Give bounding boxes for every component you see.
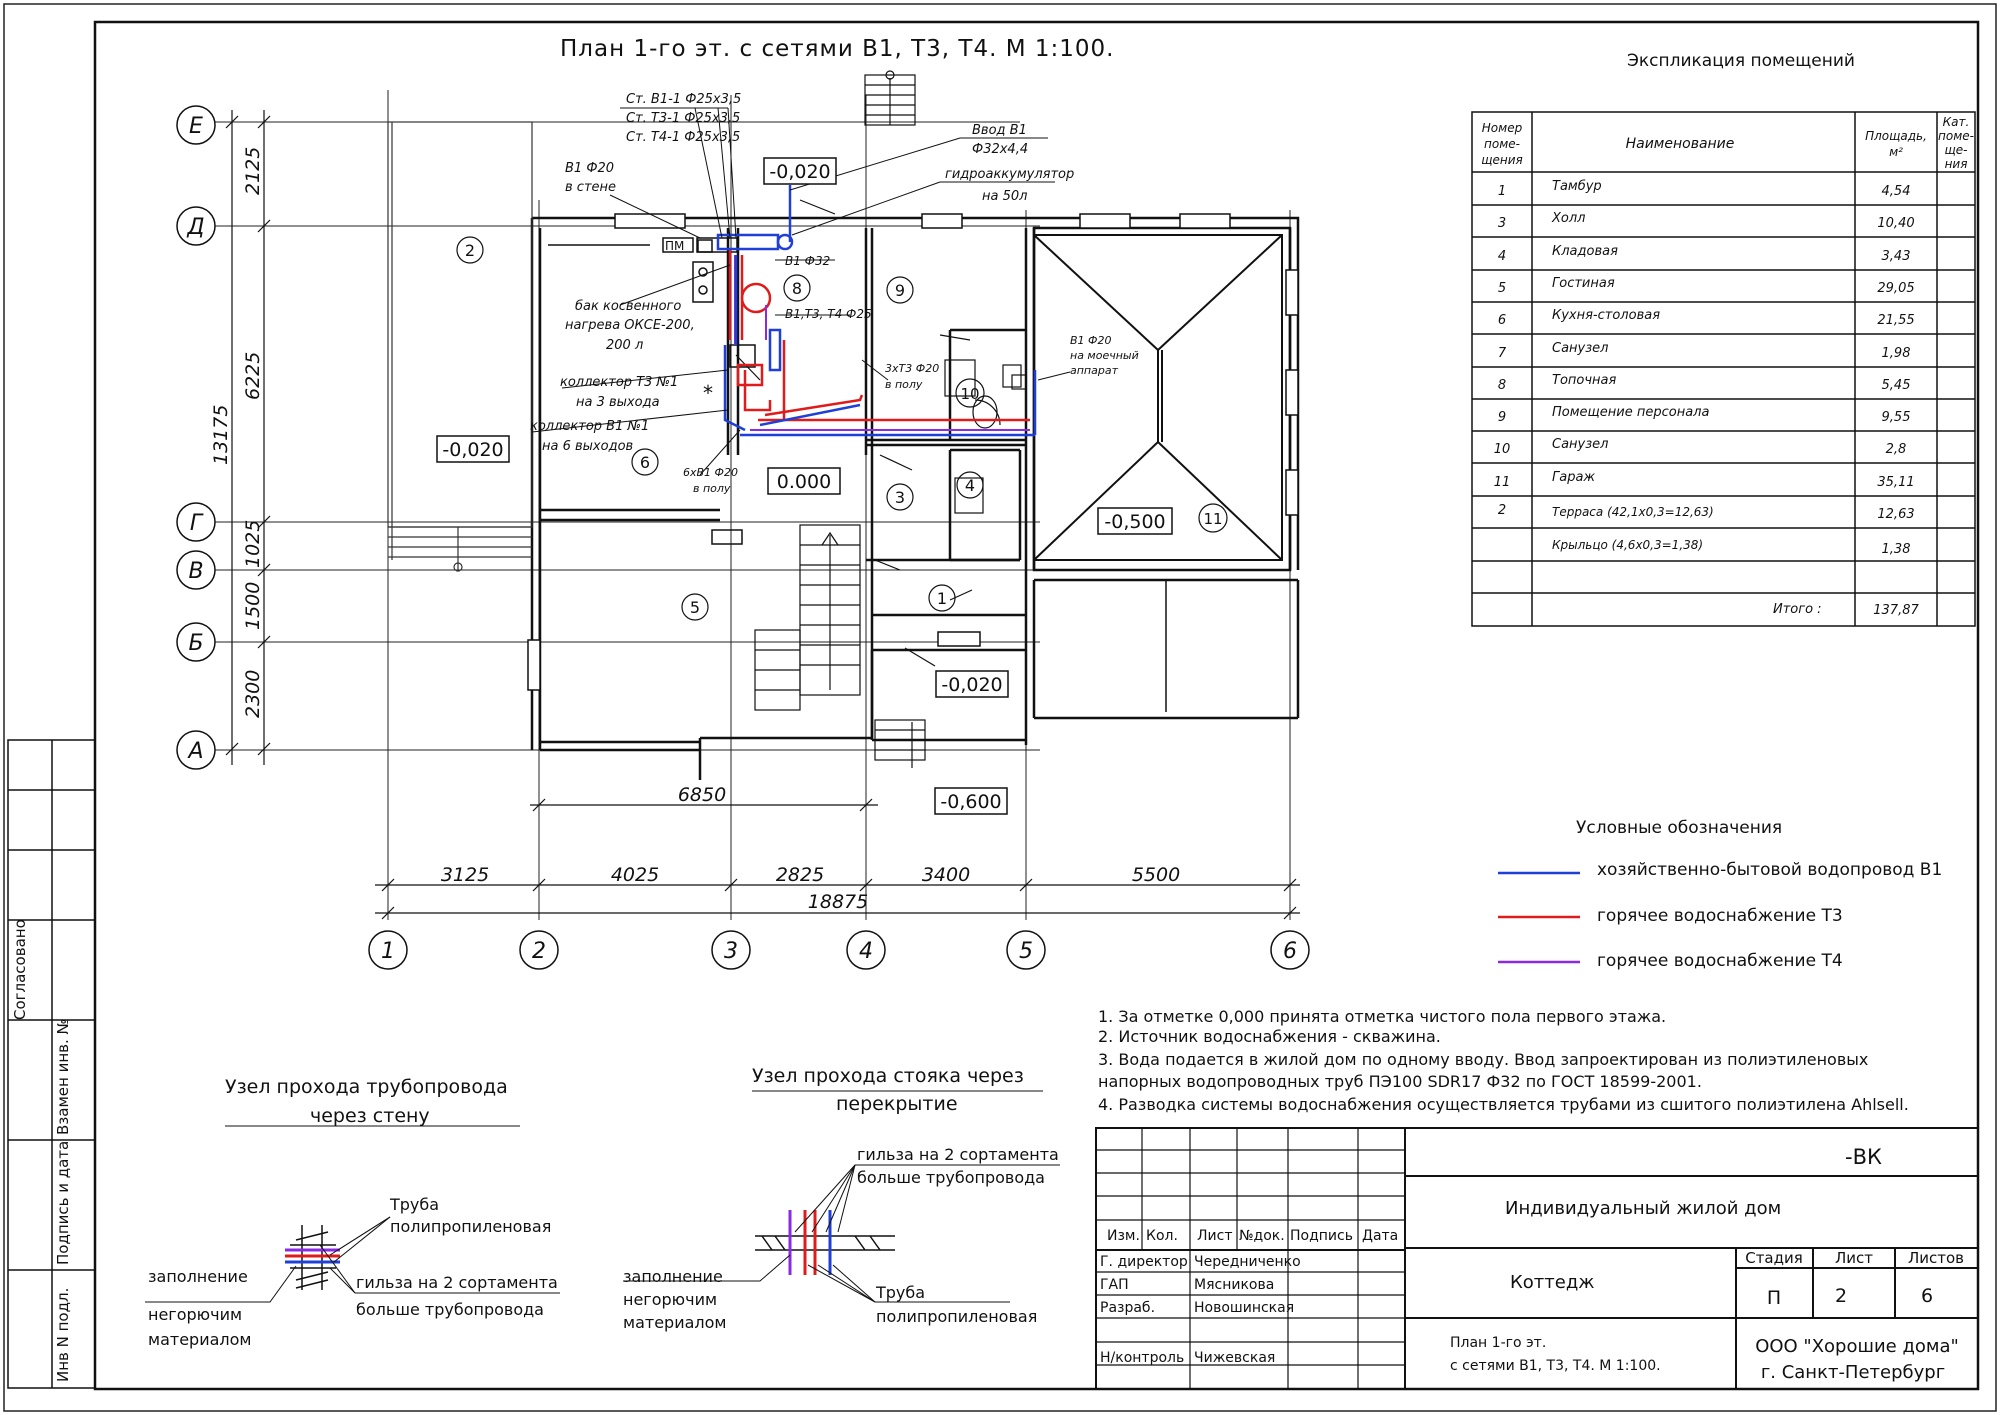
dim-vert-3: 1025 <box>242 519 264 568</box>
dim-horiz-1: 3125 <box>440 864 490 886</box>
tb-org-1: ООО "Хорошие дома" <box>1755 1336 1959 1357</box>
exp-row-num: 11 <box>1493 475 1511 490</box>
exp-total-value: 137,87 <box>1873 603 1919 618</box>
label-input-1: Ввод В1 <box>972 123 1027 138</box>
exp-row-num: 9 <box>1497 410 1507 425</box>
legend-label-t3: горячее водоснабжение Т3 <box>1597 906 1843 926</box>
exp-head-cat-3: ще- <box>1944 143 1968 157</box>
explication-title: Экспликация помещений <box>1627 51 1855 71</box>
exp-row-area: 3,43 <box>1881 249 1911 264</box>
exp-head-cat-4: ния <box>1944 157 1968 171</box>
label-input-2: Ф32х4,4 <box>972 142 1029 157</box>
node-floor-sleeve-1: гильза на 2 сортамента <box>857 1145 1059 1164</box>
exp-row-num: 4 <box>1497 249 1507 264</box>
label-riser-t3: Ст. Т3-1 Ф25х3,5 <box>626 111 741 126</box>
label-wash-1: В1 Ф20 <box>1070 334 1112 347</box>
asterisk-mark: * <box>703 381 713 405</box>
axis-number-4: 4 <box>859 939 873 964</box>
exp-row-num: 8 <box>1497 378 1507 393</box>
legend-label-t4: горячее водоснабжение Т4 <box>1597 951 1843 971</box>
dim-inner: 6850 <box>677 784 727 806</box>
note-1: 1. За отметке 0,000 принята отметка чистого пола первого этажа. <box>1098 1007 1667 1026</box>
terrace <box>388 122 532 571</box>
axis-letter-v: В <box>188 559 204 584</box>
room-tag-1: 1 <box>936 589 948 608</box>
axis-number-5: 5 <box>1019 939 1033 964</box>
exp-row-area: 12,63 <box>1877 507 1915 522</box>
node-floor-title-2: перекрытие <box>836 1093 958 1115</box>
stamp-inv: Инв N подл. <box>54 1287 72 1382</box>
stamp-replace: Взамен инв. № <box>54 1018 72 1135</box>
axis-number-2: 2 <box>532 939 546 964</box>
tb-sheets-h: Листов <box>1907 1249 1965 1267</box>
note-4: 4. Разводка системы водоснабжения осуществляется трубами из сшитого полиэтилена Ahlsell. <box>1098 1095 1909 1114</box>
node-wall-title-1: Узел прохода трубопровода <box>225 1076 508 1098</box>
dim-total-horizontal: 18875 <box>807 891 869 913</box>
tb-sheet-title-2: с сетями В1, Т3, Т4. М 1:100. <box>1450 1358 1661 1374</box>
node-floor-drawing <box>755 1236 895 1250</box>
exp-row-num: 2 <box>1497 503 1507 518</box>
label-wash-3: аппарат <box>1070 364 1118 377</box>
tb-sheet-title-1: План 1-го эт. <box>1450 1335 1547 1351</box>
exp-row-area: 10,40 <box>1877 216 1915 231</box>
exp-row-name: Кладовая <box>1552 244 1618 259</box>
node-floor-fill-2: негорючим <box>623 1290 718 1309</box>
label-tank-1: бак косвенного <box>575 299 682 314</box>
tb-stage-h: Стадия <box>1745 1249 1803 1267</box>
dim-horiz-2: 4025 <box>610 864 660 886</box>
room-tag-11: 11 <box>1203 510 1223 528</box>
label-floor-t3-1: 3хТ3 Ф20 <box>885 362 940 375</box>
level-top: -0,020 <box>769 161 831 183</box>
tb-name-2: Новошинская <box>1194 1300 1295 1316</box>
label-b1t3t4: В1,Т3, Т4 Ф25 <box>785 307 872 321</box>
level-garage: -0,500 <box>1104 511 1166 533</box>
tb-project: Индивидуальный жилой дом <box>1505 1198 1782 1219</box>
axis-letter-e: Е <box>189 114 203 139</box>
node-wall-fill-3: материалом <box>148 1330 252 1349</box>
exp-row-area: 1,38 <box>1881 542 1911 557</box>
tb-head-izm: Изм. <box>1107 1228 1140 1244</box>
tb-name-3: Чижевская <box>1194 1350 1276 1366</box>
node-floor-pipe-2: полипропиленовая <box>876 1307 1038 1326</box>
tb-head-kol: Кол. <box>1146 1228 1178 1244</box>
axis-number-3: 3 <box>724 939 738 964</box>
label-wall-2: в стене <box>565 180 617 195</box>
node-floor-fill-3: материалом <box>623 1313 727 1332</box>
exp-total-label: Итого : <box>1773 602 1822 617</box>
dim-vert-1: 2125 <box>242 146 264 195</box>
label-coll-t3-1: коллектор Т3 №1 <box>560 375 679 390</box>
level-ground: -0,600 <box>940 791 1002 813</box>
dim-vert-2: 6225 <box>242 351 264 400</box>
exp-head-name: Наименование <box>1625 136 1735 152</box>
room-tag-5: 5 <box>689 598 701 617</box>
side-stamp <box>8 740 95 1388</box>
label-floor-t3-2: в полу <box>885 378 923 391</box>
exp-row-area: 29,05 <box>1877 281 1915 296</box>
node-wall-pipe-1: Труба <box>390 1195 440 1214</box>
tb-role-0: Г. директор <box>1100 1254 1188 1270</box>
note-2: 2. Источник водоснабжения - скважина. <box>1098 1027 1441 1046</box>
label-wash-2: на моечный <box>1070 349 1139 362</box>
exp-row-name: Санузел <box>1552 341 1609 356</box>
windows <box>528 214 1298 690</box>
exp-row-area: 2,8 <box>1885 442 1907 457</box>
label-floor-b1-1: 6хВ1 Ф20 <box>683 466 739 479</box>
vertical-dims <box>226 110 270 765</box>
label-coll-b1-1: коллектор В1 №1 <box>530 419 650 434</box>
tb-org-2: г. Санкт-Петербург <box>1760 1362 1946 1383</box>
stamp-agreed: Согласовано <box>11 919 29 1020</box>
level-terrace: -0,020 <box>442 439 504 461</box>
exp-row-area: 5,45 <box>1881 378 1911 393</box>
label-accum-1: гидроаккумулятор <box>945 167 1075 182</box>
node-wall-pipe-2: полипропиленовая <box>390 1217 552 1236</box>
room-tag-6: 6 <box>639 453 651 472</box>
dim-vert-5: 2300 <box>242 669 264 718</box>
room-tag-3: 3 <box>894 488 906 507</box>
tb-head-sign: Подпись <box>1290 1228 1353 1244</box>
exp-row-name: Крыльцо (4,6х0,3=1,38) <box>1552 538 1704 552</box>
dim-horiz-5: 5500 <box>1131 864 1181 886</box>
tb-role-3: Н/контроль <box>1100 1350 1185 1366</box>
tb-head-doc: №док. <box>1239 1228 1285 1244</box>
note-3: 3. Вода подается в жилой дом по одному вводу. Ввод запроектирован из полиэтиленовых <box>1098 1050 1869 1069</box>
label-tank-2: нагрева ОКСЕ-200, <box>565 318 695 333</box>
axis-letter-g: Г <box>189 511 203 536</box>
room-tag-10: 10 <box>960 385 980 403</box>
tb-head-list: Лист <box>1197 1228 1233 1244</box>
exp-row-num: 6 <box>1497 313 1507 328</box>
exp-row-name: Кухня-столовая <box>1552 308 1661 323</box>
level-floor: 0.000 <box>776 471 832 493</box>
exp-row-name: Помещение персонала <box>1552 405 1710 420</box>
level-entry: -0,020 <box>941 674 1003 696</box>
exp-row-name: Топочная <box>1552 373 1617 388</box>
exp-row-num: 7 <box>1497 346 1507 361</box>
dim-vert-4: 1500 <box>242 581 264 630</box>
node-wall-title-2: через стену <box>310 1105 430 1127</box>
room-tag-9: 9 <box>894 281 906 300</box>
exp-row-num: 1 <box>1497 184 1507 199</box>
label-wall-1: В1 Ф20 <box>565 161 615 176</box>
dim-horiz-4: 3400 <box>921 864 971 886</box>
node-wall-fill-2: негорючим <box>148 1305 243 1324</box>
exp-head-num-2: поме- <box>1484 137 1520 151</box>
exp-row-name: Гостиная <box>1552 276 1615 291</box>
exp-head-area-2: м² <box>1889 145 1903 159</box>
dim-total-vertical: 13175 <box>210 404 232 465</box>
exp-row-area: 35,11 <box>1877 475 1915 490</box>
axis-bubbles-numbers <box>369 931 1309 969</box>
node-wall-sleeve-2: больше трубопровода <box>356 1300 544 1319</box>
tb-sheet: 2 <box>1834 1285 1848 1307</box>
exp-head-num-3: щения <box>1481 153 1523 167</box>
pm-label: ПМ <box>665 239 685 253</box>
axis-number-6: 6 <box>1283 939 1297 964</box>
axis-letter-b: Б <box>188 631 204 656</box>
exp-row-area: 9,55 <box>1881 410 1911 425</box>
tb-stage: П <box>1766 1287 1782 1309</box>
exp-row-name: Терраса (42,1х0,3=12,63) <box>1552 505 1714 519</box>
exp-head-cat-1: Кат. <box>1942 115 1970 129</box>
doors <box>736 200 1000 666</box>
exp-head-num-1: Номер <box>1481 121 1523 135</box>
tb-role-1: ГАП <box>1100 1277 1129 1293</box>
axis-letter-d: Д <box>187 215 205 240</box>
tb-object: Коттедж <box>1510 1272 1595 1293</box>
node-floor-fill-1: заполнение <box>623 1267 723 1286</box>
node-wall-sleeve-1: гильза на 2 сортамента <box>356 1273 558 1292</box>
tb-name-0: Чередниченко <box>1194 1254 1301 1270</box>
node-floor-title-1: Узел прохода стояка через <box>752 1065 1024 1087</box>
note-3-cont: напорных водопроводных труб ПЭ100 SDR17 Ф32 по ГОСТ 18599-2001. <box>1098 1072 1702 1091</box>
label-coll-t3-2: на 3 выхода <box>576 395 660 410</box>
tb-sheet-h: Лист <box>1834 1249 1874 1267</box>
exp-row-area: 1,98 <box>1881 346 1911 361</box>
exp-row-num: 3 <box>1497 216 1507 231</box>
exp-row-name: Санузел <box>1552 437 1609 452</box>
label-tank-3: 200 л <box>606 338 644 353</box>
stamp-sign-date: Подпись и дата <box>54 1140 72 1265</box>
room-tag-4: 4 <box>964 476 976 495</box>
node-floor-pipe-1: Труба <box>876 1283 926 1302</box>
room-tag-2: 2 <box>464 241 476 260</box>
bath-fixtures <box>945 360 1026 513</box>
exp-row-name: Холл <box>1552 211 1586 226</box>
tb-role-2: Разраб. <box>1100 1300 1156 1316</box>
room-tag-8: 8 <box>791 279 803 298</box>
dim-horiz-3: 2825 <box>775 864 825 886</box>
tb-head-date: Дата <box>1362 1228 1399 1244</box>
exp-row-area: 4,54 <box>1881 184 1911 199</box>
exp-head-area-1: Площадь, <box>1865 129 1927 143</box>
label-accum-2: на 50л <box>982 189 1028 204</box>
legend-title: Условные обозначения <box>1576 818 1783 838</box>
exp-row-name: Гараж <box>1552 470 1596 485</box>
pipes-hot-t3 <box>730 250 1030 420</box>
exp-row-num: 5 <box>1497 281 1507 296</box>
axis-letter-a: А <box>188 739 204 764</box>
exp-head-cat-2: поме- <box>1938 129 1974 143</box>
label-floor-b1-2: в полу <box>693 482 731 495</box>
label-coll-b1-2: на 6 выходов <box>542 439 634 454</box>
node-wall-fill-1: заполнение <box>148 1267 248 1286</box>
exp-row-area: 21,55 <box>1877 313 1915 328</box>
tb-sheets: 6 <box>1920 1285 1934 1307</box>
tb-name-1: Мясникова <box>1194 1277 1275 1293</box>
axis-number-1: 1 <box>381 939 395 964</box>
exp-row-name: Тамбур <box>1552 179 1602 194</box>
label-riser-b1: Ст. В1-1 Ф25х3,5 <box>626 92 742 107</box>
plan-title: План 1-го эт. с сетями В1, Т3, Т4. М 1:100. <box>560 36 1115 62</box>
tb-code: -ВК <box>1845 1145 1882 1169</box>
exp-row-num: 10 <box>1493 442 1511 457</box>
legend-label-b1: хозяйственно-бытовой водопровод В1 <box>1597 860 1943 880</box>
label-riser-t4: Ст. Т4-1 Ф25х3,5 <box>626 130 741 145</box>
label-b1-32: В1 Ф32 <box>785 254 831 268</box>
node-floor-sleeve-2: больше трубопровода <box>857 1168 1045 1187</box>
